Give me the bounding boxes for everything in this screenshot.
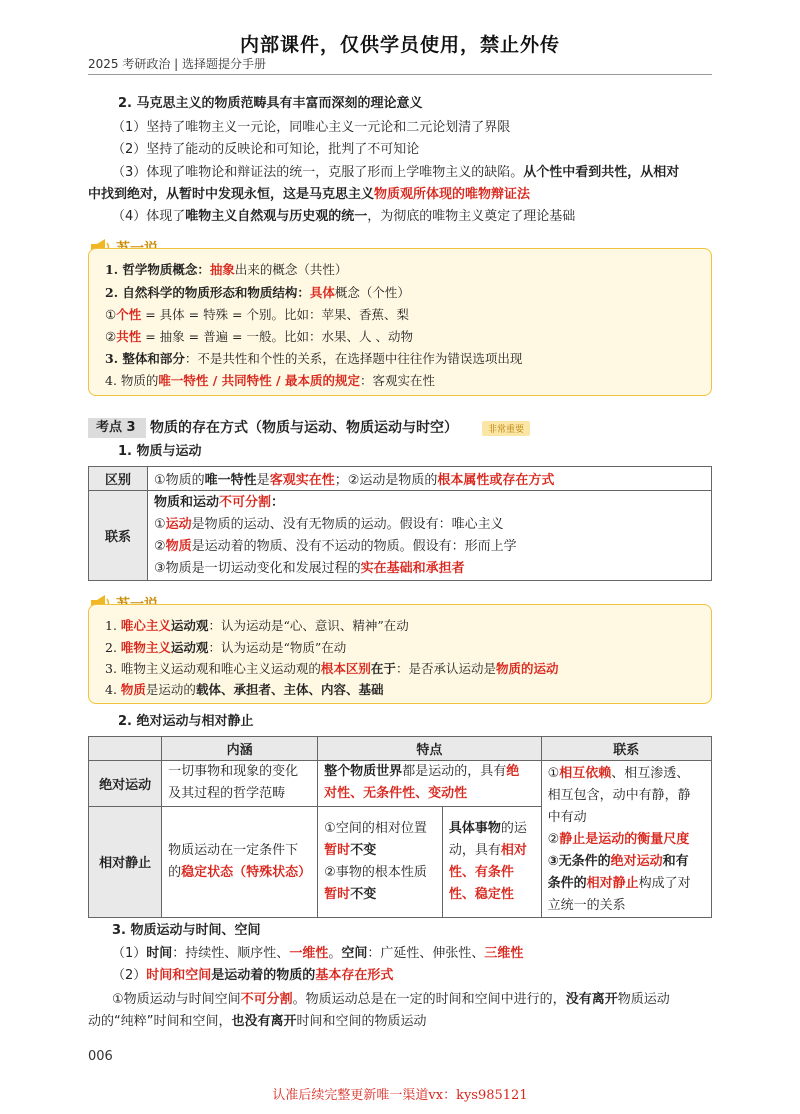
- table2-relation: ①相互依赖、相互渗透、 相互包含，动中有静，静 中有动 ②静止是运动的衡量尺度 ③无条件的绝对运动和有 条件的相对静止构成了对 立统一的关系: [541, 761, 711, 918]
- subsection-3-heading: 3. 物质运动与时间、空间: [112, 923, 261, 938]
- table2-corner: [89, 737, 162, 761]
- book-subtitle: 2025 考研政治 | 选择题提分手册: [88, 57, 267, 71]
- table2-relative-features-a: ①空间的相对位置 暂时不变 ②事物的根本性质 暂时不变: [318, 806, 443, 917]
- footer-notice: 认准后续完整更新唯一渠道vx：kys985121: [272, 1088, 528, 1103]
- table1-cell-difference: ①物质的唯一特性是客观实在性；②运动是物质的根本属性或存在方式: [148, 467, 712, 491]
- section3-line-4: 动的“纯粹”时间和空间，也没有离开时间和空间的物质运动: [88, 1014, 427, 1029]
- table2-absolute-definition: 一切事物和现象的变化 及其过程的哲学范畴: [162, 761, 318, 807]
- note1-line-2: 2. 自然科学的物质形态和物质结构：具体概念（个性）: [105, 285, 410, 300]
- absolute-relative-table: [88, 736, 712, 918]
- note2-line-4: 4. 物质是运动的载体、承担者、主体、内容、基础: [105, 682, 384, 697]
- kaodian-label: 考点 3: [88, 418, 146, 438]
- note1-line-6: 4. 物质的唯一特性 / 共同特性 / 最本质的规定：客观实在性: [105, 373, 435, 388]
- note1-line-4: ②共性 = 抽象 = 普遍 = 一般。比如：水果、人 、动物: [105, 329, 413, 344]
- table1-row-connection: [89, 491, 712, 581]
- header-divider: [88, 74, 712, 75]
- table2-row-head: 绝对运动: [89, 761, 162, 807]
- table2-header-relation: 联系: [541, 737, 711, 761]
- section1-item-1: （1）坚持了唯物主义一元论，同唯心主义一元论和二元论划清了界限: [112, 120, 511, 135]
- page-number: 006: [88, 1049, 113, 1064]
- note1-box: [88, 248, 712, 396]
- section1-item-2: （2）坚持了能动的反映论和可知论，批判了不可知论: [112, 142, 420, 157]
- table2-header-definition: 内涵: [162, 737, 318, 761]
- subsection-1-heading: 1. 物质与运动: [118, 444, 202, 459]
- table1-row-head: 区别: [89, 467, 148, 491]
- section1-item-3: （3）体现了唯物论和辩证法的统一，克服了形而上学唯物主义的缺陷。从个性中看到共性，从相对: [112, 165, 680, 180]
- table1-row-head: 联系: [89, 491, 148, 581]
- importance-badge: 非常重要: [482, 421, 530, 436]
- section1-item-3-cont: 中找到绝对，从暂时中发现永恒，这是马克思主义物质观所体现的唯物辩证法: [88, 187, 531, 202]
- page-banner: 内部课件，仅供学员使用，禁止外传: [239, 34, 560, 56]
- table2-row-absolute: [89, 761, 712, 807]
- note1-line-1: 1. 哲学物质概念：抽象出来的概念（共性）: [105, 262, 348, 277]
- table1-cell-connection: 物质和运动不可分割： ①运动是物质的运动、没有无物质的运动。假设有：唯心主义 ②物质是运动着的物质、没有不运动的物质。假设有：形而上学 ③物质是一切运动变化和发展过程的实在基础和承担者: [148, 491, 712, 581]
- table1-row-difference: [89, 467, 712, 491]
- table2-relative-features-b: 具体事物的运 动，具有相对 性、有条件 性、稳定性: [442, 806, 541, 917]
- table2-header-features: 特点: [318, 737, 541, 761]
- note2-line-3: 3. 唯物主义运动观和唯心主义运动观的根本区别在于：是否承认运动是物质的运动: [105, 661, 559, 676]
- section1-heading: 2. 马克思主义的物质范畴具有丰富而深刻的理论意义: [118, 96, 423, 111]
- matter-motion-table: [88, 466, 712, 581]
- section1-item-4: （4）体现了唯物主义自然观与历史观的统一，为彻底的唯物主义奠定了理论基础: [112, 209, 576, 224]
- note2-line-2: 2. 唯物主义运动观：认为运动是“物质”在动: [105, 640, 347, 655]
- table2-relative-definition: 物质运动在一定条件下 的稳定状态（特殊状态）: [162, 806, 318, 917]
- table2-row-head: 相对静止: [89, 806, 162, 917]
- note1-line-3: ①个性 = 具体 = 特殊 = 个别。比如：苹果、香蕉、梨: [105, 307, 409, 322]
- section3-line-2: （2）时间和空间是运动着的物质的基本存在形式: [112, 968, 394, 983]
- note2-box: [88, 604, 712, 704]
- kaodian-title: 物质的存在方式（物质与运动、物质运动与时空）: [150, 420, 458, 436]
- table2-absolute-features: 整个物质世界都是运动的，具有绝 对性、无条件性、变动性: [318, 761, 541, 807]
- subsection-2-heading: 2. 绝对运动与相对静止: [118, 714, 254, 729]
- note1-line-5: 3. 整体和部分：不是共性和个性的关系，在选择题中往往作为错误选项出现: [105, 351, 523, 366]
- section3-line-1: （1）时间：持续性、顺序性、一维性。空间：广延性、伸张性、三维性: [112, 946, 524, 961]
- note2-line-1: 1. 唯心主义运动观：认为运动是“心、意识、精神”在动: [105, 618, 409, 633]
- table2-header-row: [89, 737, 712, 761]
- section3-line-3: ①物质运动与时间空间不可分割。物质运动总是在一定的时间和空间中进行的，没有离开物质运动: [112, 992, 670, 1007]
